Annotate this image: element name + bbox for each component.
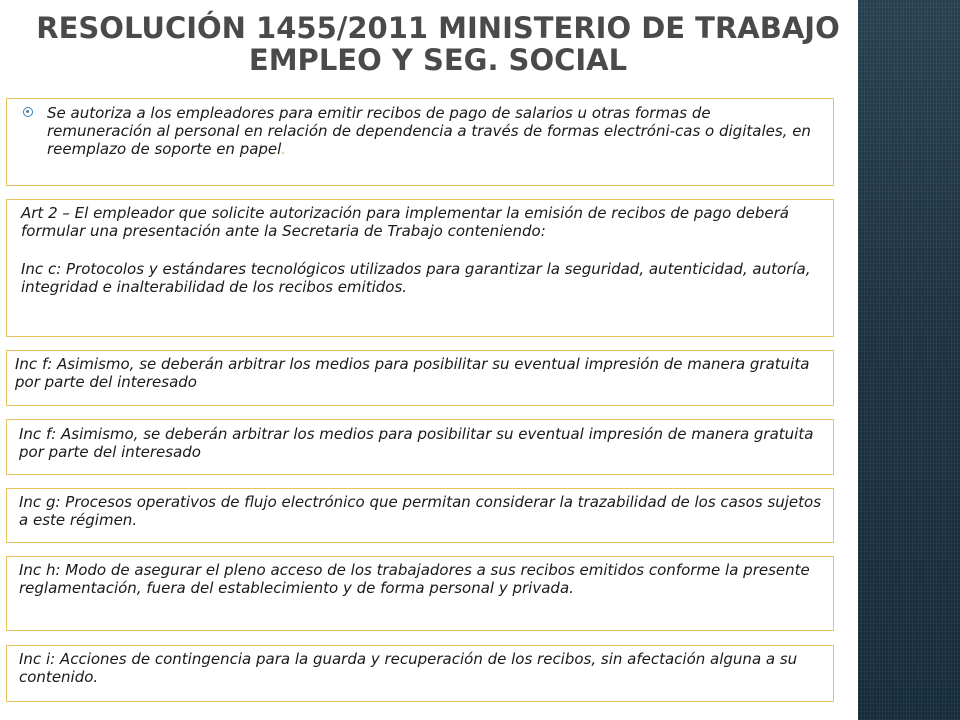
inc-g-box [6, 488, 834, 543]
inc-f-box-1 [6, 350, 834, 406]
inc-i-text: Inc i: Acciones de contingencia para la guarda y recuperación de los recibos, sin afectación alguna a su contenido. [19, 650, 798, 686]
article-2-box [6, 199, 834, 337]
bullet-trailing-period: . [281, 140, 287, 158]
inc-h-box [6, 556, 834, 631]
title-line-2: EMPLEO Y SEG. SOCIAL [248, 43, 628, 77]
bullet-paragraph [47, 104, 817, 158]
bullet-text-box [6, 98, 834, 186]
inc-h-text: Inc h: Modo de asegurar el pleno acceso de los trabajadores a sus recibos emitidos conforme la presente reglamentación, fuera del establecimiento y de forma personal y privada. [19, 561, 810, 597]
title-line-1: RESOLUCIÓN 1455/2011 MINISTERIO DE TRABAJO [36, 11, 840, 45]
bullet-text: Se autoriza a los empleadores para emitir recibos de pago de salarios u otras formas de remuneración al personal en relación de dependencia a través de formas electróni-cas o digitales, en reemplazo de soporte en papel [47, 104, 811, 158]
decorative-side-panel [858, 0, 960, 720]
circled-dot-bullet-icon [23, 107, 33, 117]
inc-g-text: Inc g: Procesos operativos de flujo electrónico que permitan considerar la trazabilidad de los casos sujetos a este régimen. [19, 493, 822, 529]
inc-f-text-2: Inc f: Asimismo, se deberán arbitrar los medios para posibilitar su eventual impresión de manera gratuita por parte del interesado [19, 425, 814, 461]
slide-title [20, 12, 856, 76]
inc-c-text: Inc c: Protocolos y estándares tecnológicos utilizados para garantizar la seguridad, autenticidad, autoría, integridad e inalterabilidad de los recibos emitidos. [21, 260, 811, 296]
inc-i-box [6, 645, 834, 702]
article-2-text: Art 2 – El empleador que solicite autorización para implementar la emisión de recibos de pago deberá formular una presentación ante la Secretaria de Trabajo conteniendo: [21, 204, 789, 240]
inc-f-text-1: Inc f: Asimismo, se deberán arbitrar los medios para posibilitar su eventual impresión de manera gratuita por parte del interesado [15, 355, 810, 391]
inc-f-box-2 [6, 419, 834, 475]
